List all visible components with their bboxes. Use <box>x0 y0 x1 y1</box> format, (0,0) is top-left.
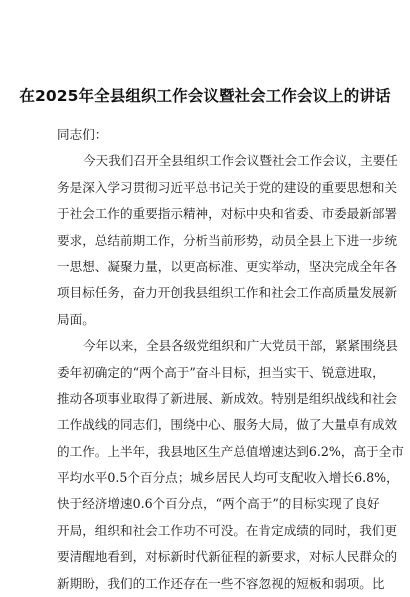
paragraph-line: 于社会工作的重要指示精神，对标中央和省委、市委最新部署 <box>57 206 398 222</box>
paragraph-line: 要清醒地看到，对标新时代新征程的新要求，对标人民群众的 <box>57 549 398 565</box>
salutation: 同志们： <box>57 127 108 142</box>
document-title: 在2025年全县组织工作会议暨社会工作会议上的讲话 <box>19 87 391 105</box>
paragraph-line: 今年以来，全县各级党组织和广大党员干部，紧紧围绕县 <box>83 338 398 354</box>
paragraph-line: 委年初确定的“两个高于”奋斗目标，担当实干、锐意进取， <box>57 364 385 380</box>
paragraph-line: 局面。 <box>57 311 95 327</box>
paragraph-line: 工作战线的同志们，围绕中心、服务大局，做了大量卓有成效 <box>57 417 398 433</box>
paragraph-line: 项目标任务，奋力开创我县组织工作和社会工作高质量发展新 <box>57 285 398 301</box>
paragraph-1 <box>57 148 398 333</box>
paragraph-line: 平均水平0.5个百分点；城乡居民人均可支配收入增长6.8%， <box>57 470 399 486</box>
paragraph-2 <box>57 333 404 597</box>
paragraph-line: 今天我们召开全县组织工作会议暨社会工作会议，主要任 <box>83 153 398 169</box>
paragraph-line: 开局，组织和社会工作功不可没。在肯定成绩的同时，我们更 <box>57 522 398 538</box>
paragraph-line: 的工作。上半年，我县地区生产总值增速达到6.2%，高于全市 <box>57 443 404 459</box>
paragraph-line: 要求，总结前期工作，分析当前形势，动员全县上下进一步统 <box>57 232 398 248</box>
paragraph-line: 务是深入学习贯彻习近平总书记关于党的建设的重要思想和关 <box>57 179 398 195</box>
document-body <box>57 122 404 597</box>
paragraph-line: 新期盼，我们的工作还存在一些不容忽视的短板和弱项。比 <box>57 575 385 591</box>
paragraph-line: 推动各项事业取得了新进展、新成效。特别是组织战线和社会 <box>57 390 398 406</box>
paragraph-line: 一思想、凝聚力量，以更高标准、更实举动，坚决完成全年各 <box>57 258 398 274</box>
paragraph-line: 快于经济增速0.6个百分点，“两个高于”的目标实现了良好 <box>57 496 380 512</box>
